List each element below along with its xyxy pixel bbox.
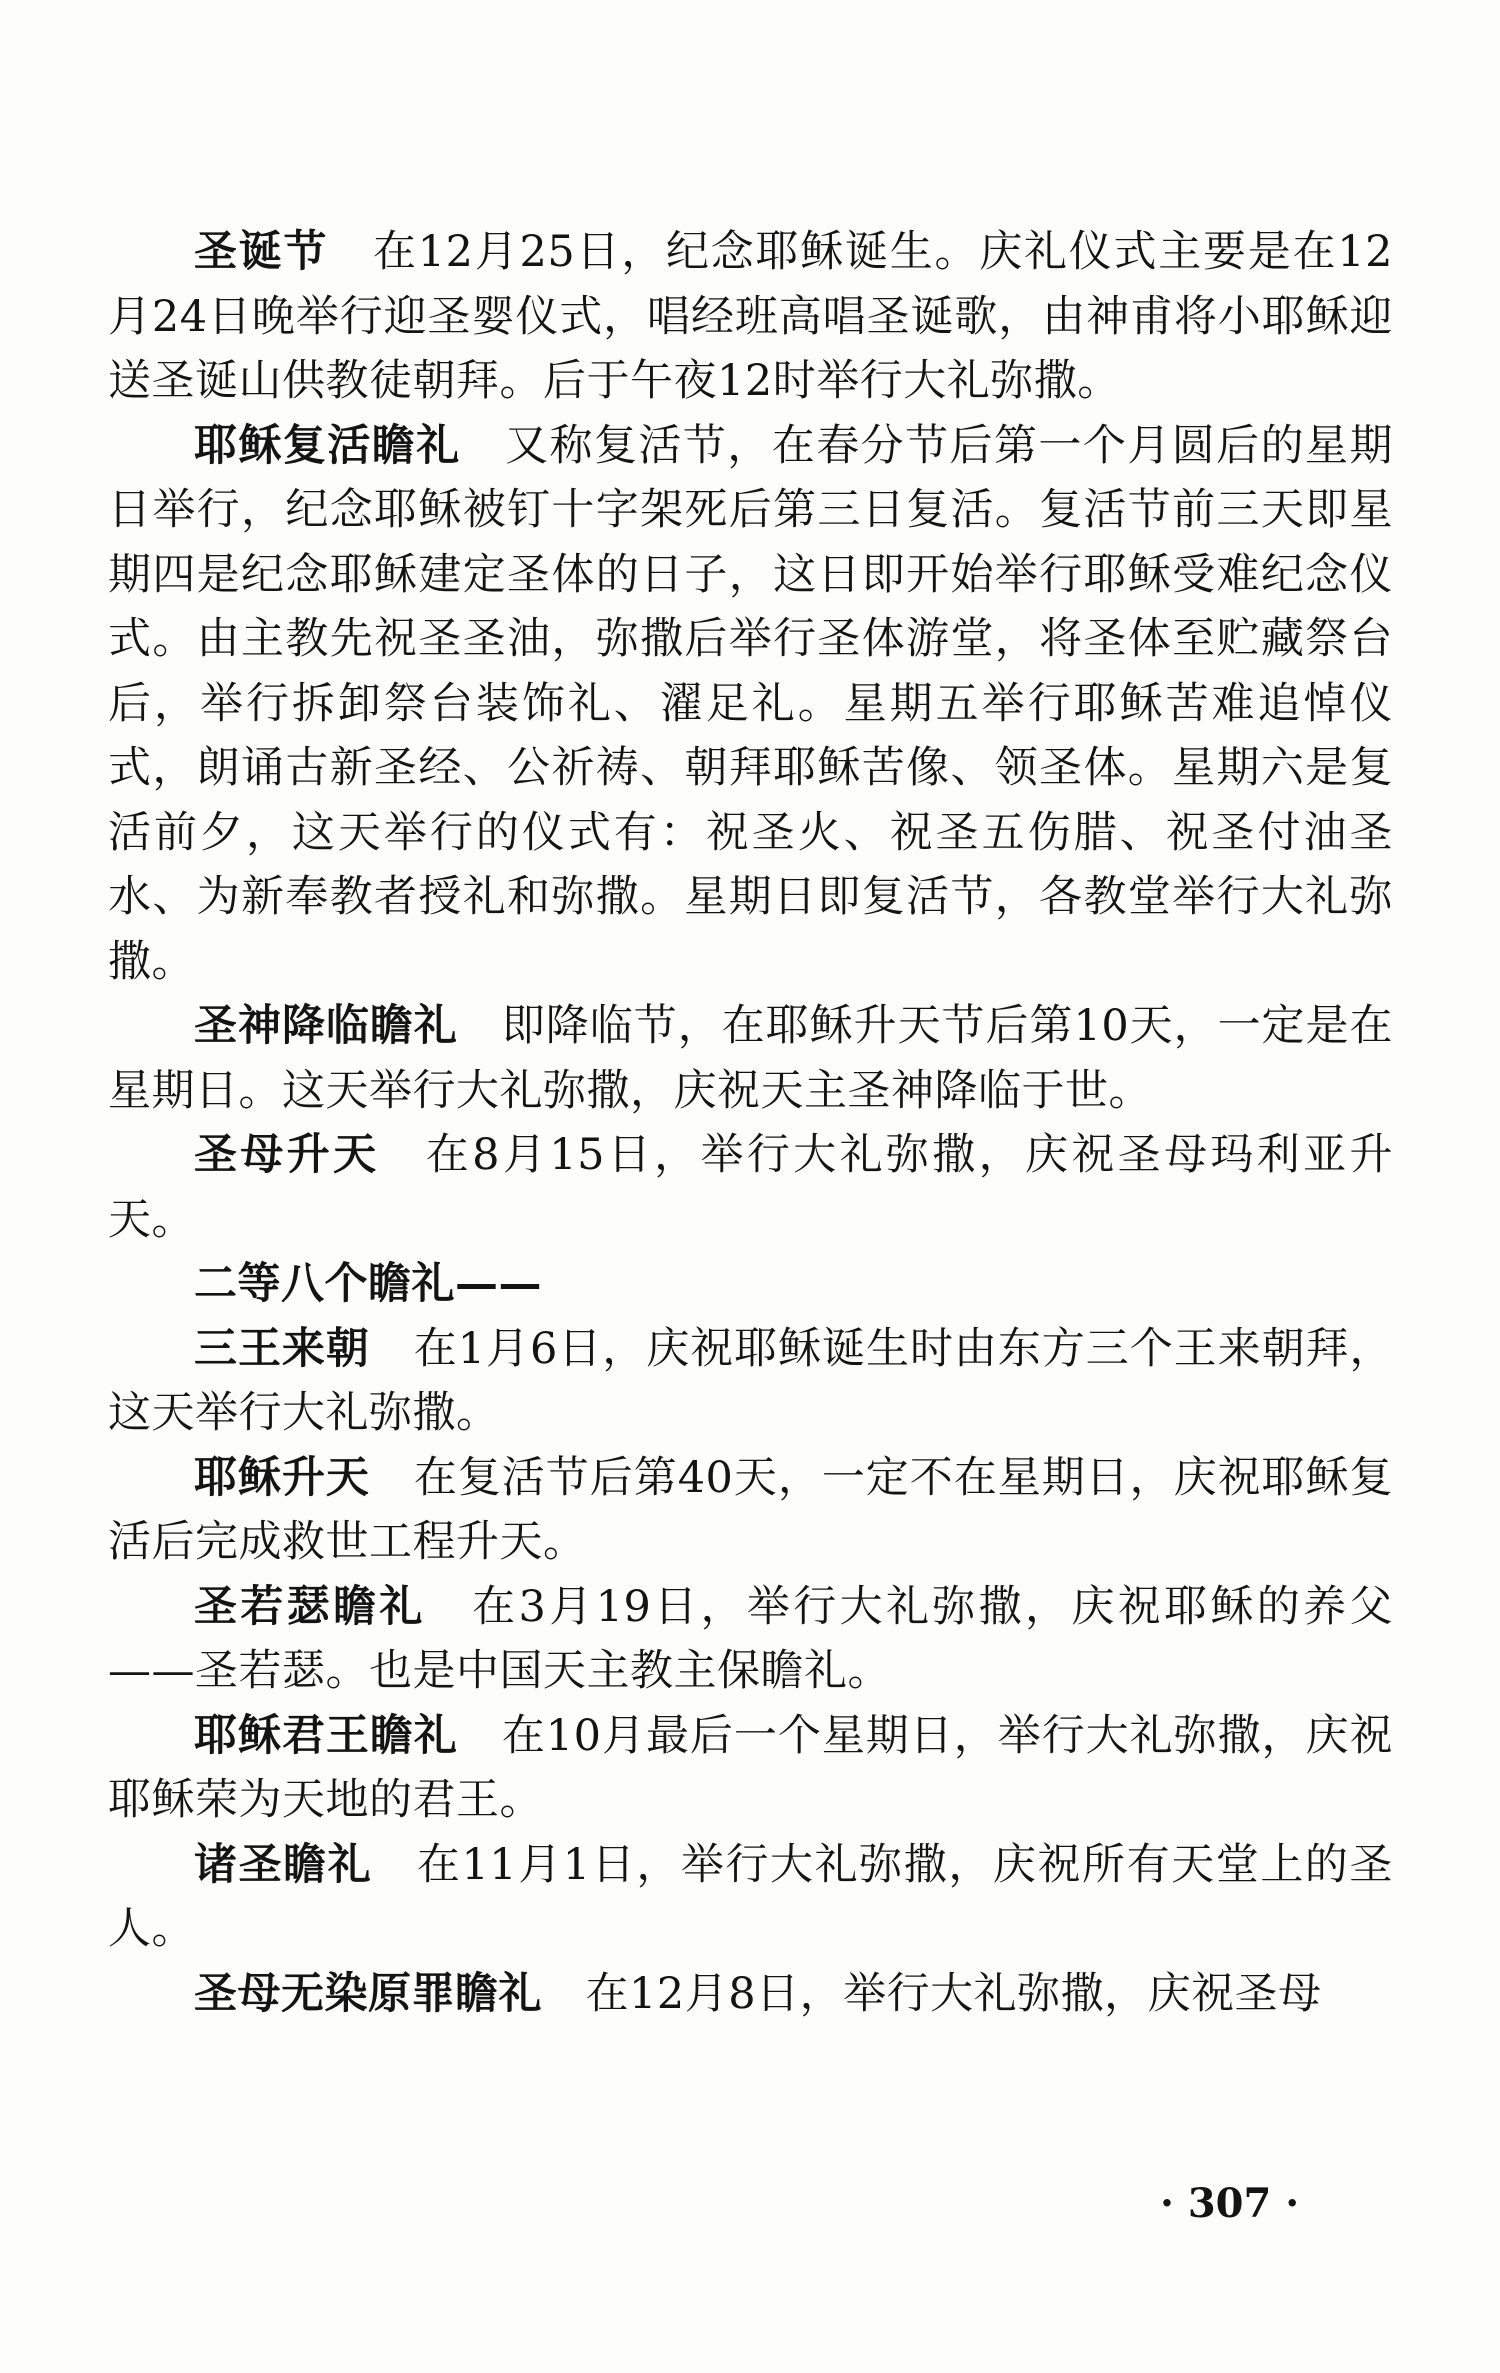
paragraph-christ-king — [108, 1704, 1393, 1833]
paragraph-term: 耶稣君王瞻礼 — [194, 1710, 458, 1761]
paragraph-text: 在11月1日，举行大礼弥撒，庆祝所有天堂上的圣人。 — [108, 1839, 1393, 1954]
paragraph-term: 圣若瑟瞻礼 — [194, 1581, 426, 1632]
text-body — [108, 220, 1393, 2026]
paragraph-ascension — [108, 1446, 1393, 1575]
paragraph-epiphany — [108, 1317, 1393, 1446]
paragraph-term: 圣母无染原罪瞻礼 — [194, 1968, 542, 2019]
paragraph-term: 耶稣复活瞻礼 — [194, 420, 461, 471]
page-number: · 307 · — [1160, 2180, 1300, 2227]
paragraph-term: 三王来朝 — [194, 1323, 370, 1374]
paragraph-term: 耶稣升天 — [194, 1452, 370, 1503]
paragraph-term: 圣诞节 — [194, 227, 329, 277]
paragraph-term: 诸圣瞻礼 — [194, 1839, 373, 1890]
paragraph-text: 在3月19日，举行大礼弥撒，庆祝耶稣的养父——圣若瑟。也是中国天主教主保瞻礼。 — [108, 1581, 1394, 1696]
paragraph-text: 在12月8日，举行大礼弥撒，庆祝圣母 — [542, 1968, 1322, 2019]
paragraph-christmas — [108, 220, 1393, 414]
paragraph-text: 在8月15日，举行大礼弥撒，庆祝圣母玛利亚升天。 — [108, 1130, 1394, 1245]
paragraph-text: 在10月最后一个星期日，举行大礼弥撒，庆祝耶稣荣为天地的君王。 — [108, 1710, 1394, 1825]
paragraph-immaculate-conception — [108, 1962, 1393, 2027]
paragraph-st-joseph — [108, 1575, 1393, 1704]
paragraph-easter — [108, 414, 1393, 995]
paragraph-text: 在12月25日，纪念耶稣诞生。庆礼仪式主要是在12月24日晚举行迎圣婴仪式，唱经班高唱圣诞歌，由神甫将小耶稣迎送圣诞山供教徒朝拜。后于午夜12时举行大礼弥撒。 — [108, 227, 1393, 406]
paragraph-assumption — [108, 1123, 1393, 1252]
section-heading: 二等八个瞻礼—— — [194, 1259, 542, 1309]
paragraph-text: 在复活节后第40天，一定不在星期日，庆祝耶稣复活后完成救世工程升天。 — [108, 1452, 1393, 1567]
paragraph-term: 圣神降临瞻礼 — [194, 1001, 458, 1051]
paragraph-text: 即降临节，在耶稣升天节后第10天，一定是在星期日。这天举行大礼弥撒，庆祝天主圣神降临于世。 — [108, 1001, 1394, 1116]
paragraph-text: 又称复活节，在春分节后第一个月圆后的星期日举行，纪念耶稣被钉十字架死后第三日复活。复活节前三天即星期四是纪念耶稣建定圣体的日子，这日即开始举行耶稣受难纪念仪式。由主教先祝圣圣油，弥撒后举行圣体游堂，将圣体至贮藏祭台后，举行拆卸祭台装饰礼、濯足礼。星期五举行耶稣苦难追悼仪式，朗诵古新圣经、公祈祷、朝拜耶稣苦像、领圣体。星期六是复活前夕，这天举行的仪式有：祝圣火、祝圣五伤腊、祝圣付油圣水、为新奉教者授礼和弥撒。星期日即复活节，各教堂举行大礼弥撒。 — [108, 420, 1394, 987]
paragraph-pentecost — [108, 994, 1393, 1123]
paragraph-text: 在1月6日，庆祝耶稣诞生时由东方三个王来朝拜，这天举行大礼弥撒。 — [108, 1323, 1394, 1438]
paragraph-term: 圣母升天 — [194, 1130, 380, 1180]
paragraph-all-saints — [108, 1833, 1393, 1962]
